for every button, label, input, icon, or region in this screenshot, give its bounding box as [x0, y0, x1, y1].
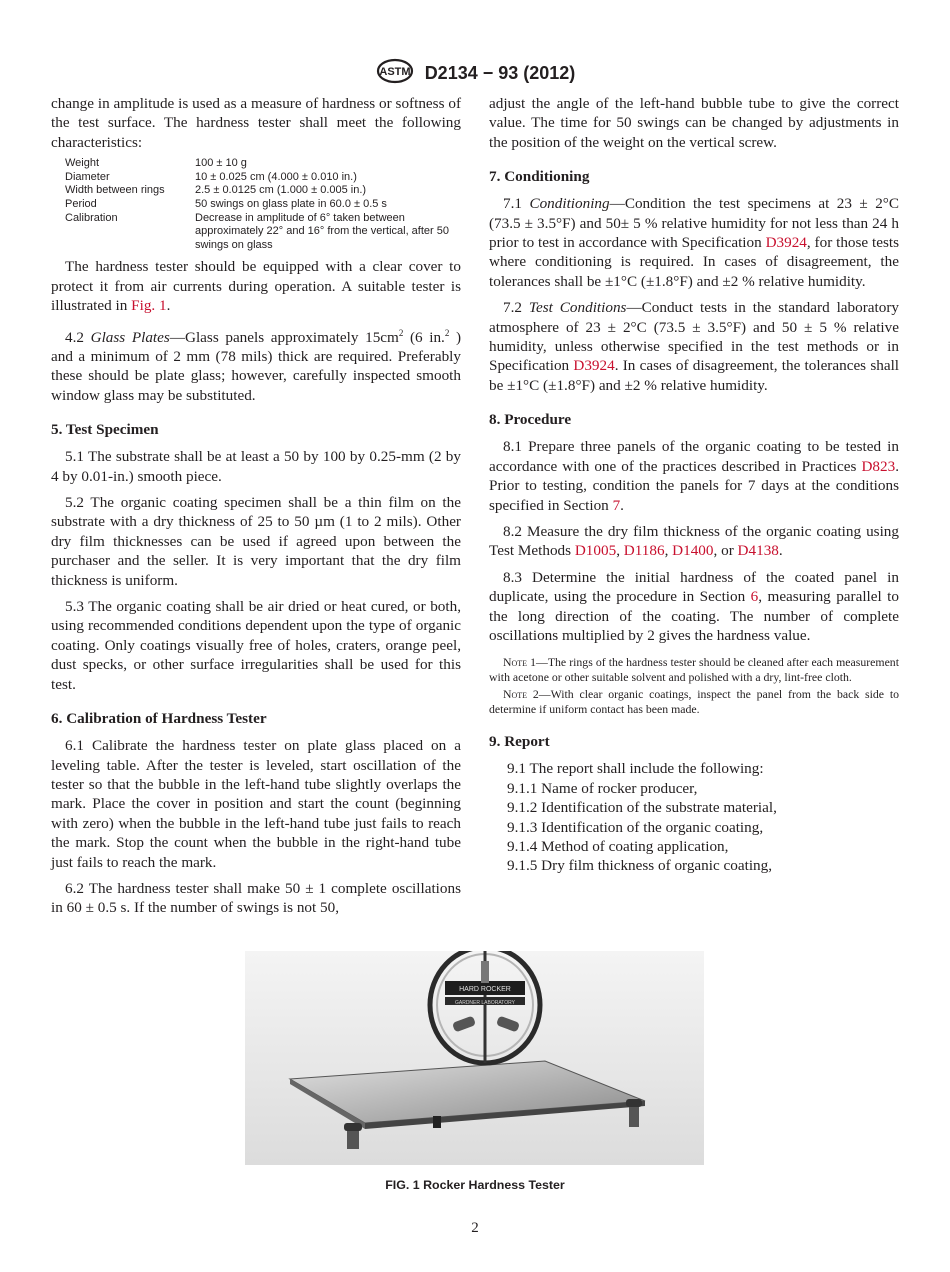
d4138-link[interactable]: D4138 [737, 542, 779, 560]
paragraph-6-2-continued: adjust the angle of the left-hand bubble tube to give the correct value. The time for 50 swings can be changed by adjustments in the position of the weight on the vertical screw. [489, 95, 899, 151]
intro-paragraph: change in amplitude is used as a measure of hardness or softness of the test surface. The hardness tester shall meet the following characteristics: [51, 95, 461, 151]
spec-row [65, 157, 461, 171]
list-item: 9.1.1 Name of rocker producer, [507, 779, 698, 797]
list-item: 9.1.3 Identification of the organic coating, [507, 818, 764, 836]
spec-value: 10 ± 0.025 cm (4.000 ± 0.010 in.) [195, 170, 357, 183]
paragraph-5-2: 5.2 The organic coating specimen shall be a thin film on the substrate with a dry thickness of 25 to 50 µm (1 to 2 mils). Other dry film thicknesses can be used if agreed upon between the purchaser and the seller. It is very important that the dry film thickness is uniform. [51, 494, 461, 589]
logo-text: ASTM [379, 66, 411, 78]
section-6-link[interactable]: 6 [750, 588, 759, 606]
tester-label: HARD ROCKER [459, 986, 511, 993]
list-item: 9.1.5 Dry film thickness of organic coating, [507, 857, 773, 875]
spec-key: Width between rings [65, 184, 165, 197]
spec-row [65, 184, 461, 198]
astm-logo-icon [375, 58, 415, 89]
paragraph-7-2: 7.2 Test Conditions—Conduct tests in the standard laboratory atmosphere of 23 ± 2°C (73.5 ± 3.5°F) and 50 ± 5 % relative humidity, unless otherwise specified in the test methods or in Specification D3924. In cases of disagreement, the tolerances shall be ±1°C (±1.8°F) and ±2 % relative humidity. [489, 299, 900, 394]
spec-table [65, 157, 461, 252]
d3924-link[interactable]: D3924 [573, 357, 615, 375]
section-9-heading: 9. Report [489, 733, 550, 751]
rocker-tester-photo [245, 951, 704, 1165]
spec-key: Period [65, 198, 97, 210]
figure-link[interactable]: Fig. 1 [131, 297, 167, 315]
paragraph-8-2: 8.2 Measure the dry film thickness of the organic coating using Test Methods D1005, D1186, D1400, or D4138. [489, 522, 899, 560]
tester-sublabel: GARDNER LABORATORY [454, 1000, 516, 1006]
spec-row [65, 212, 461, 253]
d1005-link[interactable]: D1005 [574, 542, 617, 560]
paragraph-6-2: 6.2 The hardness tester shall make 50 ± 1 complete oscillations in 60 ± 0.5 s. If the number of swings is not 50, [51, 879, 461, 917]
page-number: 2 [471, 1220, 479, 1236]
left-column [51, 94, 461, 918]
list-item: 9.1.2 Identification of the substrate material, [507, 799, 777, 817]
spec-value: Decrease in amplitude of 6° taken between approximately 22° and 16° from the vertical, after 50 swings on glass [195, 211, 449, 251]
paragraph-6-1: 6.1 Calibrate the hardness tester on plate glass placed on a leveling table. After the tester is leveled, start oscillation of the tester so that the bubble in the left-hand tube slightly overlaps the mark. Place the cover in position and start the count (beginning with zero) when the bubble in the left-hand tube just fails to reach the mark. Stop the count when the bubble in the right-hand tube just fails to reach the mark. [51, 737, 461, 871]
spec-value: 100 ± 10 g [195, 157, 247, 170]
spec-key: Weight [65, 157, 100, 170]
paragraph-8-3: 8.3 Determine the initial hardness of the coated panel in duplicate, using the procedure in Section 6, measuring parallel to the long direction of the coating. The number of complete oscillations multiplied by 2 gives the hardness value. [489, 568, 899, 644]
list-item: 9.1 The report shall include the following: [507, 760, 764, 778]
list-item: 9.1.4 Method of coating application, [507, 837, 729, 855]
report-list [489, 759, 899, 875]
note-2: Note 2—With clear organic coatings, inspect the panel from the back side to determine if uniform contact has been made. [489, 687, 900, 717]
spec-key: Calibration [65, 211, 118, 224]
section-7-heading: 7. Conditioning [489, 168, 590, 186]
right-column [489, 94, 899, 876]
section-7-link[interactable]: 7 [612, 496, 621, 514]
paragraph-5-3: 5.3 The organic coating shall be air dried or heat cured, or both, using recommended conditions dependent upon the type of organic coating. Only coatings visually free of holes, craters, orange peel, dust specks, or other surface irregularities shall be used for this test. [51, 598, 461, 693]
section-6-heading: 6. Calibration of Hardness Tester [51, 710, 267, 728]
d3924-link[interactable]: D3924 [765, 234, 807, 252]
section-8-heading: 8. Procedure [489, 411, 572, 429]
cover-paragraph: The hardness tester should be equipped with a clear cover to protect it from air currents during operation. A suitable tester is illustrated in Fig. 1. [51, 258, 461, 315]
spec-value: 50 swings on glass plate in 60.0 ± 0.5 s [195, 198, 387, 210]
paragraph-8-1: 8.1 Prepare three panels of the organic coating to be tested in accordance with one of the practices described in Practices D823. Prior to testing, condition the panels for 7 days at the conditions specified in Section 7. [489, 438, 899, 514]
paragraph-7-1: 7.1 Conditioning—Condition the test specimens at 23 ± 2°C (73.5 ± 3.5°F) and 50± 5 % relative humidity for not less than 24 h prior to test in accordance with Specification D3924, for those tests where conditioning is required. In cases of disagreement, the tolerances shall be ±1°C (±1.8°F) and ±2 % relative humidity. [489, 195, 899, 290]
d823-link[interactable]: D823 [861, 457, 896, 475]
section-5-heading: 5. Test Specimen [51, 421, 159, 439]
note-1: Note 1—The rings of the hardness tester should be cleaned after each measurement with acetone or other suitable solvent and polished with a dry, lint-free cloth. [489, 655, 899, 685]
page-header [0, 58, 950, 89]
spec-row [65, 198, 461, 212]
figure-caption: FIG. 1 Rocker Hardness Tester [385, 1178, 565, 1192]
spec-key: Diameter [65, 170, 110, 183]
glass-plates-paragraph: 4.2 Glass Plates—Glass panels approximately $15cm^2$ (6 in.$^2$ ) and a minimum of 2 mm (78 mils) thick are required. Preferably these should be plate glass; however, carefully inspected smooth window glass may be substituted. [51, 327, 462, 404]
standard-designation: D2134 − 93 (2012) [424, 63, 576, 83]
spec-row [65, 171, 461, 185]
spec-value: 2.5 ± 0.0125 cm (1.000 ± 0.005 in.) [195, 184, 367, 197]
paragraph-5-1: 5.1 The substrate shall be at least a 50 by 100 by 0.25-mm (2 by 4 by 0.01-in.) smooth piece. [51, 448, 461, 485]
d1400-link[interactable]: D1400 [672, 542, 714, 560]
d1186-link[interactable]: D1186 [623, 542, 665, 560]
